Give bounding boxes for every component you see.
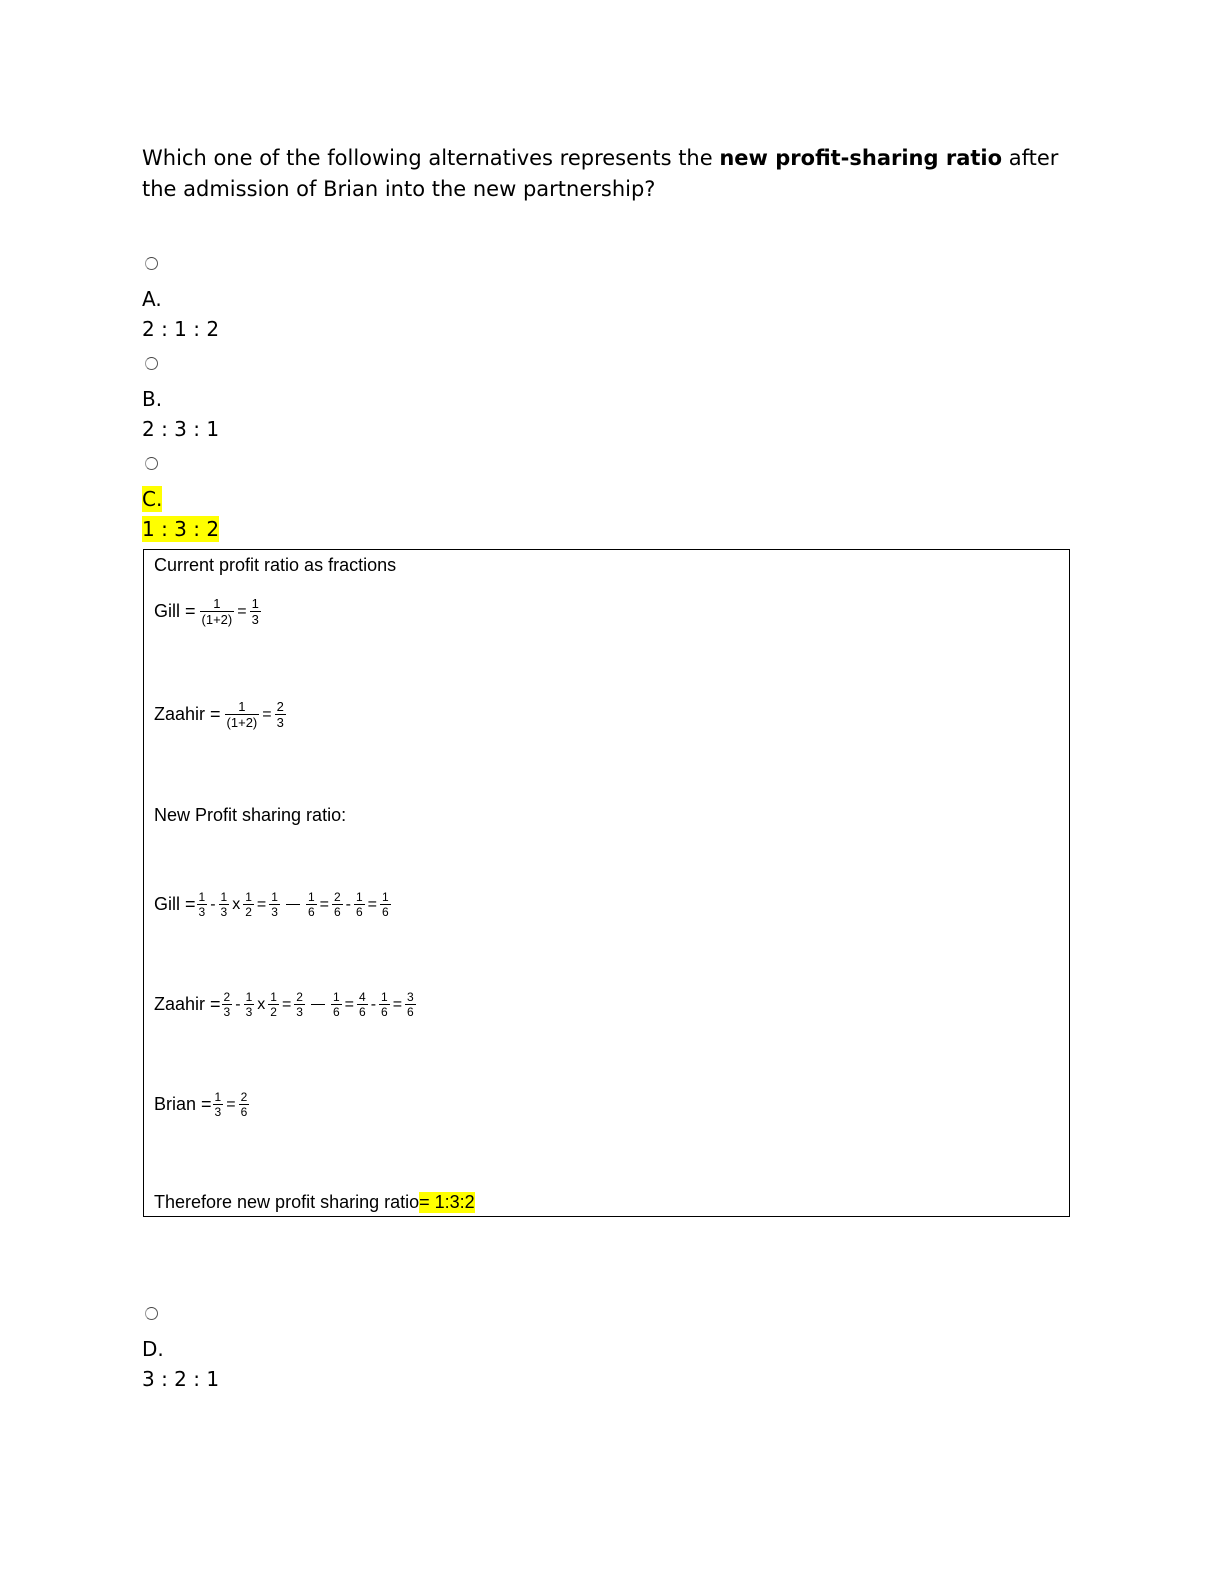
fraction: $\frac{1}{(1+2)}$ <box>226 699 258 730</box>
fraction: $\frac{1}{3}$ <box>198 890 206 919</box>
zaahir-label: Zaahir = <box>154 704 221 724</box>
operator: - <box>345 896 351 914</box>
operator: = <box>344 996 354 1014</box>
option-value-highlighted: 1 : 3 : 2 <box>142 517 220 541</box>
fraction: $\frac{2}{6}$ <box>240 1090 248 1119</box>
option-value: 2 : 1 : 2 <box>142 317 220 341</box>
fraction: $\frac{1}{6}$ <box>382 890 389 919</box>
option-c[interactable] <box>142 457 219 542</box>
gill-new-expression <box>196 890 392 919</box>
conclusion-answer: = 1:3:2 <box>419 1192 475 1212</box>
zaahir-new-label: Zaahir = <box>154 994 221 1014</box>
fraction: $\frac{3}{6}$ <box>407 990 414 1019</box>
gill-label: Gill = <box>154 601 196 621</box>
zaahir-new-expression <box>221 990 417 1019</box>
new-ratio-heading: New Profit sharing ratio: <box>154 805 347 825</box>
fraction: $\frac{1}{3}$ <box>214 1090 222 1119</box>
gill-new-row <box>154 890 392 919</box>
fraction: $\frac{1}{3}$ <box>220 890 228 919</box>
explanation-heading: Current profit ratio as fractions <box>154 555 397 575</box>
option-value: 3 : 2 : 1 <box>142 1367 220 1391</box>
question-bold: new profit-sharing ratio <box>719 146 1003 170</box>
gill-new-label: Gill = <box>154 894 196 914</box>
conclusion-text: Therefore new profit sharing ratio <box>154 1192 420 1212</box>
fraction: $\frac{1}{2}$ <box>245 890 252 919</box>
operator: = <box>256 896 267 914</box>
fraction: $\frac{1}{6}$ <box>307 890 315 919</box>
operator: = <box>281 996 292 1014</box>
operator: = <box>392 996 403 1014</box>
radio-button-c[interactable] <box>145 457 158 470</box>
radio-button-d[interactable] <box>145 1307 158 1320</box>
radio-button-a[interactable] <box>145 257 158 270</box>
fraction: $\frac{1}{6}$ <box>355 890 363 919</box>
fraction: $\frac{1}{6}$ <box>381 990 388 1019</box>
conclusion <box>154 1192 475 1213</box>
operator: = <box>367 896 378 914</box>
zaahir-current-row: Zaahir = $\frac{1}{(1+2)}$ = $\frac{2}{3}$ <box>154 699 284 730</box>
operator: x <box>257 996 266 1014</box>
fraction: $\frac{1}{3}$ <box>245 990 253 1019</box>
brian-label: Brian = <box>154 1094 212 1114</box>
option-a[interactable] <box>142 257 219 342</box>
zaahir-new-row <box>154 990 417 1019</box>
fraction: $\frac{1}{(1+2)}$ <box>201 596 233 627</box>
option-value: 2 : 3 : 1 <box>142 417 220 441</box>
explanation-box <box>143 549 1070 1217</box>
option-d[interactable] <box>142 1307 219 1392</box>
fraction: $\frac{1}{6}$ <box>332 990 340 1019</box>
minus-dash <box>286 904 300 905</box>
fraction: $\frac{4}{6}$ <box>359 990 366 1019</box>
operator: = <box>226 1096 236 1114</box>
fraction: $\frac{1}{3}$ <box>271 890 278 919</box>
operator: - <box>235 996 241 1014</box>
question-suffix: after the admission of Brian into the new partnership? <box>142 146 1059 201</box>
operator: = <box>319 896 329 914</box>
option-letter: B. <box>142 387 163 411</box>
fraction: $\frac{2}{3}$ <box>223 990 231 1019</box>
radio-button-b[interactable] <box>145 357 158 370</box>
brian-new-expression <box>212 1090 251 1119</box>
fraction: $\frac{1}{2}$ <box>270 990 277 1019</box>
option-letter: A. <box>142 287 162 311</box>
minus-dash <box>311 1004 325 1005</box>
question-prefix: Which one of the following alternatives represents the <box>142 146 720 170</box>
fraction: $\frac{2}{3}$ <box>296 990 303 1019</box>
option-b[interactable] <box>142 357 219 442</box>
brian-new-row <box>154 1090 250 1119</box>
option-letter: D. <box>142 1337 164 1361</box>
operator: - <box>210 896 216 914</box>
fraction: $\frac{1}{3}$ <box>251 596 259 627</box>
fraction: $\frac{2}{6}$ <box>333 890 341 919</box>
option-letter-highlighted: C. <box>142 487 163 511</box>
question-text <box>142 143 1062 205</box>
operator: x <box>232 896 241 914</box>
operator: - <box>370 996 377 1014</box>
fraction: $\frac{2}{3}$ <box>276 699 284 730</box>
gill-current-row: Gill = $\frac{1}{(1+2)}$ = $\frac{1}{3}$ <box>154 596 259 627</box>
